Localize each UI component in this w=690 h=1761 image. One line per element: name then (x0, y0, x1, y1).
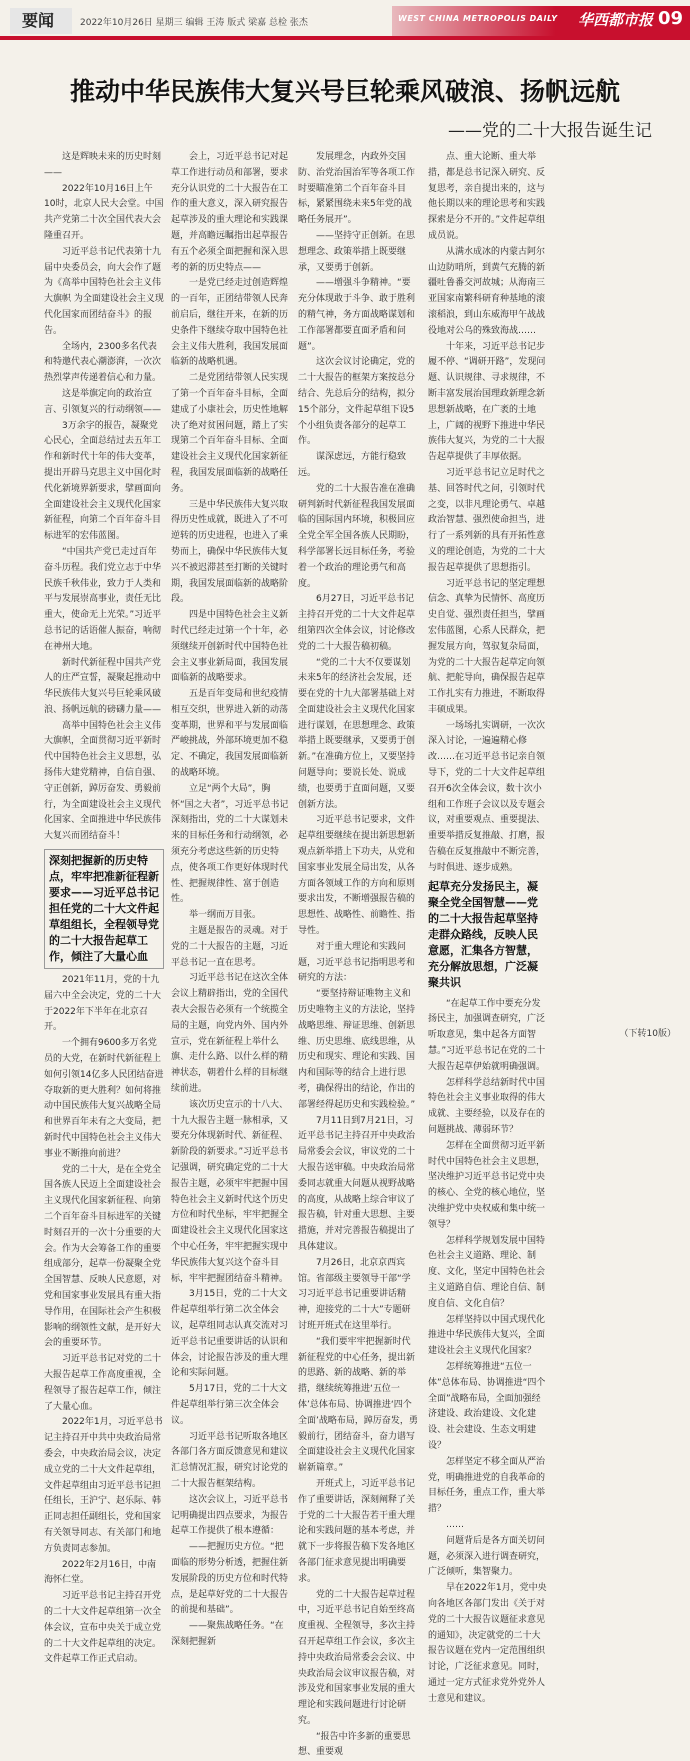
article-subhead: ——党的二十大报告诞生记 (448, 121, 652, 141)
paragraph: 怎样坚持以中国式现代化推进中华民族伟大复兴，全面建设社会主义现代化国家？ (428, 1314, 546, 1357)
paragraph: 从满水成冰的内蒙古阿尔山边防哨所，到黄气充腾的新疆吐鲁番交河故城；从海南三亚国家南繁科研育种基地的滚滚稻浪，到山东威海甲午战战役地对公乌的殊致海战…… (428, 246, 546, 336)
paragraph: 一是党已经走过创造辉煌的一百年，正团结带领人民奔前启后，继往开来，在新的历史条件下继续夺取中国特色社会主义伟大胜利，我国发展面临新的战略机遇。 (171, 278, 289, 368)
paragraph: “报告中许多新的重要思想、重要观 (298, 1731, 411, 1758)
paragraph: 十年来，习近平总书记步履不停、“调研开路”，发现问题、认识规律、寻求规律，不断丰富发展治国理政新理念新思想新战略，在广袤的土地上，广阔的视野下推进中华民族伟大复兴，为党的二十大报告起草提供了丰厚依据。 (428, 341, 546, 463)
paragraph: 3万余字的报告，凝聚党心民心，全面总结过去五年工作和新时代十年的伟大变革，提出开辟马克思主义中国化时代化新境界新要求，擘画面向全面建设社会主义现代化国家新征程，向第二个百年奋斗目标进军的宏伟蓝图。 (44, 420, 162, 542)
paragraph: 7月11日到7月21日，习近平总书记主持召开中央政治局常委会会议，审议党的二十大报告送审稿。中央政治局常委同志就重大问题从视野战略的高度，从战略上综合审议了报告稿，针对重大思想、主要措施，并对完善报告稿提出了具体建议。 (298, 1115, 416, 1252)
paragraph: 2022年2月16日，中南海怀仁堂。 (44, 1559, 157, 1586)
section-label: 要闻 (22, 11, 55, 30)
paragraph: ——坚持守正创新。在思想理念、政策举措上既要继承，又要勇于创新。 (298, 230, 416, 273)
paragraph: “在起草工作中要充分发扬民主，加强调查研究，广泛听取意见，集中起各方面智慧。”习近平总书记在党的二十大报告起草伊始就明确强调。 (428, 998, 546, 1072)
paragraph: 四是中国特色社会主义新时代已经走过第一个十年，必须继续开创新时代中国特色社会主义事业新局面，我国发展面临新的战略要求。 (171, 610, 289, 684)
paragraph: 习近平总书记主持召开党的二十大文件起草组第一次全体会议，宣布中央关于成立党的二十大文件起草组的决定。文件起草工作正式启动。 (44, 1591, 162, 1665)
section-heading: 起草充分发扬民主，凝聚全党全国智慧——党的二十大报告起草坚持走群众路线，反映人民意愿，汇集各方智慧，充分解放思想，广泛凝聚共识 (428, 879, 538, 989)
paragraph: ——增强斗争精神。“要充分体现敢于斗争、敢于胜利的精气神，务方面战略谋划和工作部署都要直面矛盾和问题”。 (298, 278, 416, 352)
paragraph: 谋深虑远，方能行稳致远。 (298, 452, 407, 478)
paragraph: 5月17日，党的二十大文件起草组举行第三次全体会议。 (171, 1384, 288, 1426)
paragraph: 6月27日，习近平总书记主持召开党的二十大文件起草组第四次全体会议，讨论修改党的二十大报告稿初稿。 (298, 594, 416, 652)
paragraph: 怎样科学规划发展中国特色社会主义道路、理论、制度、文化，坚定中国特色社会主义道路自信、理论自信、制度自信、文化自信？ (428, 1235, 546, 1309)
paragraph: 立足“两个大局”，胸怀“国之大者”，习近平总书记深刻指出，党的二十大谋划未来的目标任务和行动纲领，必须充分考虑这些新的历史特点，使各项工作更好体现时代性、把握规律性、富于创造性。 (171, 783, 289, 905)
paragraph: 举一纲而万目张。 (189, 910, 262, 921)
paragraph: 点、重大论断、重大举措，都是总书记深入研究、反复思考，亲自提出来的，这与他长期以来的理论思考和实践探索是分不开的。”文件起草组成员说。 (428, 152, 546, 241)
paragraph: 3月15日，党的二十大文件起草组举行第二次全体会议，起草组同志认真交流对习近平总书记重要讲话的认识和体会，讨论报告涉及的重大理论和实际问题。 (171, 1289, 289, 1379)
article-column-4 (428, 150, 548, 1704)
paragraph: 这次会议讨论确定，党的二十大报告的框架方案按总分结合、先总后分的结构，拟分15个部分，文件起草组下设5个小组负责各部分的起草工作。 (298, 357, 416, 447)
paragraph: 新时代新征程中国共产党人的庄严宣誓，凝聚起推动中华民族伟大复兴号巨轮乘风破浪、扬帆远航的磅礴力量—— (44, 657, 162, 715)
page-number: 09 (658, 8, 684, 29)
paragraph: 党的二十大报告起草过程中，习近平总书记自始至终高度重视、全程领导，多次主持召开起草组工作会议，多次主持中央政治局常委会会议、中央政治局会议审议报告稿，对涉及党和国家事业发展的重大理论和实践问题进行讨论研究。 (298, 1589, 416, 1726)
paragraph: 习近平总书记的坚定理想信念、真挚为民情怀、高度历史自觉、强烈责任担当，擘画宏伟蓝图，心系人民群众，把握发展方向，驾驭复杂局面，为党的二十大报告起草定向领航、把舵导向，确保报告起草工作扎实有力推进，不断取得丰硕成果。 (428, 578, 546, 715)
paragraph: “党的二十大不仅要谋划未来5年的经济社会发展，还要在党的十九大部署基础上对全面建设社会主义现代化国家进行谋划，在思想理念、政策举措上既要继承，又要勇于创新。”在准确方位上，又要坚持问题导向；要说长处、说成绩，也要勇于直面问题，又要创新方法。 (298, 657, 416, 810)
paragraph: …… (446, 1519, 464, 1530)
paragraph: 这是举旗定向的政治宣言、引领复兴的行动纲领—— (44, 388, 162, 415)
paragraph: 该次历史宣示的十八大、十九大报告主题一脉相承，又要充分体现新时代、新征程、新阶段的新要求。”习近平总书记强调，研究确定党的二十大报告主题，必须牢牢把握中国特色社会主义新时代这个历史方位和时代坐标，牢牢把握全面建设社会主义现代化国家这个中心任务，牢牢把握实现中华民族伟大复兴这个奋斗目标，牢牢把握团结奋斗精神。 (171, 1099, 289, 1284)
issue-meta: 2022年10月26日 星期三 编辑 王涛 版式 梁嘉 总检 张杰 (80, 18, 308, 28)
paragraph: 发展理念，内政外交国防、治党治国治军等各项工作时要瞄准第二个百年奋斗目标，紧紧围绕未来5年党的战略任务展开”。 (298, 152, 416, 226)
paragraph: 2022年1月，习近平总书记主持召开中共中央政治局常委会，中央政治局会议，决定成立党的二十大文件起草组，文件起草组由习近平总书记担任组长，王沪宁、赵乐际、韩正同志担任副组长，党和国家有关领导同志、有关部门和地方负责同志参加。 (44, 1417, 163, 1554)
paragraph: 早在2022年1月，党中央向各地区各部门发出《关于对党的二十大报告议题征求意见的通知》，决定就党的二十大报告议题在党内一定范围组织讨论，广泛征求意见。同时，通过一定方式征求党外党外人士意见和建议。 (428, 1583, 547, 1704)
paragraph: 问题背后是各方面关切问题，必须深入进行调查研究，广泛倾听，集智聚力。 (428, 1535, 546, 1578)
paragraph: 开班式上，习近平总书记作了重要讲话，深刻阐释了关于党的二十大报告若干重大理论和实践问题的基本考虑，并就下一步将报告稿下发各地区各部门征求意见提出明确要求。 (298, 1478, 416, 1584)
paragraph: 习近平总书记对党的二十大报告起草工作高度重视，全程领导了报告起草工作，倾注了大量心血。 (44, 1354, 162, 1412)
paragraph: 全场内，2300多名代表和特邀代表心潮澎湃，一次次热烈掌声传递着信心和力量。 (44, 341, 162, 384)
paragraph: 一场场扎实调研，一次次深入讨论，一遍遍精心修改……在习近平总书记亲自领导下，党的二十大文件起草组召开6次全体会议，数十次小组和工作班子会议以及专题会议，对重要观点、重要提法、重要举措反复推敲、打磨，报告稿在反复推敲中不断完善，与时俱进、逐步成熟。 (428, 720, 546, 873)
paragraph: 习近平总书记要求，文件起草组要继续在提出新思想新观点新举措上下功夫，从党和国家事业发展全局出发，从各方面各领域工作的方向和原则要求出发，不断增强报告稿的思想性、战略性、前瞻性、指导性。 (298, 815, 416, 937)
paragraph: 党的二十大报告准在准确研判新时代新征程我国发展面临的国际国内环境，积极回应全党全军全国各族人民期盼，科学部署长远目标任务，考验着一个政治的理论勇气和高度。 (298, 483, 416, 589)
paragraph: 高举中国特色社会主义伟大旗帜，全面贯彻习近平新时代中国特色社会主义思想，弘扬伟大建党精神，自信自强、守正创新，踔厉奋发、勇毅前行，为全面建设社会主义现代化国家、全面推进中华民族伟大复兴而团结奋斗！ (44, 720, 162, 842)
paragraph: 习近平总书记听取各地区各部门各方面反馈意见和建议汇总情况汇报，研究讨论党的二十大报告框架结构。 (171, 1431, 289, 1489)
paragraph: “中国共产党已走过百年奋斗历程。我们党立志于中华民族千秋伟业，致力于人类和平与发展崇高事业，责任无比重大，使命无上光荣。”习近平总书记的话语催人振奋，响彻在神州大地。 (44, 546, 162, 652)
masthead (0, 0, 690, 40)
paragraph: 这次会议上，习近平总书记明确提出四点要求，为报告起草工作提供了根本遵循： (171, 1494, 289, 1537)
paragraph: 2022年10月16日上午10时，北京人民大会堂。中国共产党第二十次全国代表大会隆重召开。 (44, 183, 164, 241)
paragraph: 三是中华民族伟大复兴取得历史性成就，既进入了不可逆转的历史进程，也进入了乘势而上，确保中华民族伟大复兴不被迟滞甚至打断的关键时期，我国发展面临新的战略阶段。 (171, 499, 289, 605)
paragraph: 怎样坚定不移全面从严治党，明确推进党的自我革命的目标任务，重点工作，重大举措？ (428, 1456, 546, 1515)
article-column-3 (298, 150, 418, 1758)
paragraph: 7月26日，北京京西宾馆。省部级主要领导干部“学习习近平总书记重要讲话精神，迎接党的二十大”专题研讨班开班式在这里举行。 (298, 1257, 411, 1331)
paragraph: 2021年11月，党的十九届六中全会决定，党的二十大于2022年下半年在北京召开。 (44, 975, 162, 1033)
paragraph: “要坚持辩证唯物主义和历史唯物主义的方法论，坚持战略思维、辩证思维、创新思维、历史思维、底线思维，从历史和现实、理论和实践、国内和国际等的结合上进行思考，确保得出的结论，作出的部署经得起历史和实践检验。” (298, 989, 416, 1110)
paragraph: 对于重大理论和实践问题，习近平总书记指明思考和研究的方法： (298, 941, 416, 984)
paragraph: 五是百年变局和世纪疫情相互交织，世界进入新的动荡变革期，世界和平与发展面临严峻挑战，外部环境更加不稳定、不确定，我国发展面临新的战略环境。 (171, 689, 289, 779)
newspaper-logo: 华西都市报 (578, 11, 654, 29)
paragraph: 主题是报告的灵魂。对于党的二十大报告的主题，习近平总书记一直在思考。 (171, 926, 289, 968)
paragraph: 一个拥有9600多万名党员的大党，在新时代新征程上如何引领14亿多人民团结奋进夺取新的更大胜利？如何将推动中国民族伟大复兴战略全局和世界百年未有之大变局，把新时代中国特色社会主义伟大事业不断推向前进？ (44, 1038, 164, 1159)
continued-note: （下转10版） (619, 1029, 676, 1039)
article-column-2 (171, 150, 291, 1647)
article-column-1 (44, 150, 164, 1665)
masthead-rule (0, 36, 690, 40)
paragraph: ——聚焦战略任务。“在深刻把握新 (171, 1621, 284, 1647)
paragraph: 这是辉映未来的历史时刻—— (44, 152, 162, 178)
masthead-english-title: WEST CHINA METROPOLIS DAILY (398, 14, 558, 23)
paragraph: 习近平总书记立足时代之基、回答时代之问，引领时代之变，以非凡理论勇气、卓越政治智慧、强烈使命担当，进行了一系列新的具有开拓性意义的理论创造，为党的二十大报告起草提供了思想指引。 (428, 467, 546, 573)
paragraph: “我们要牢牢把握新时代新征程党的中心任务，提出新的思路、新的战略、新的举措，继续统筹推进‘五位一体’总体布局、协调推进‘四个全面’战略布局，踔厉奋发，勇毅前行，团结奋斗，奋力谱写全面建设社会主义现代化国家崭新篇章。” (298, 1336, 418, 1474)
paragraph: 党的二十大，是在全党全国各族人民迈上全面建设社会主义现代化国家新征程、向第二个百年奋斗目标进军的关键时刻召开的一次十分重要的大会。作为大会筹备工作的重要组成部分，起草一份凝聚全党全国智慧、反映人民意愿，对党和国家事业发展具有重大指导作用，在国际社会产生积极影响的纲领性文献，是开好大会的重要环节。 (44, 1164, 162, 1349)
paragraph: ——把握历史方位。“把面临的形势分析透，把握住新发展阶段的历史方位和时代特点，是起草好党的二十大报告的前提和基础”。 (171, 1542, 289, 1616)
paragraph: 怎样统筹推进“五位一体”总体布局、协调推进“四个全面”战略布局，全面加强经济建设、政治建设、文化建设、社会建设、生态文明建设？ (428, 1361, 546, 1451)
section-heading-box: 深刻把握新的历史特点，牢牢把准新征程新要求——习近平总书记担任党的二十大文件起草组组长，全程领导党的二十大报告起草工作，倾注了大量心血 (44, 849, 164, 969)
article-headline: 推动中华民族伟大复兴号巨轮乘风破浪、扬帆远航 (69, 77, 620, 106)
paragraph: 怎样科学总结新时代中国特色社会主义事业取得的伟大成就、主要经验，以及存在的问题挑战、薄弱环节？ (428, 1077, 546, 1136)
paragraph: 会上，习近平总书记对起草工作进行动员和部署，要求充分认识党的二十大报告在工作的重大意义，深入研究报告起草涉及的重大理论和实践课题，并高瞻远瞩指出起草报告有五个必须全面把握和深入思考的新的历史特点—— (171, 152, 289, 273)
paragraph: 习近平总书记在这次全体会议上精辟指出，党的全国代表大会报告必须有一个统揽全局的主题，向党内外、国内外宣示，党在新征程上举什么旗、走什么路、以什么样的精神状态，朝着什么样的目标继续前进。 (171, 973, 289, 1095)
paragraph: 习近平总书记代表第十九届中央委员会，向大会作了题为《高举中国特色社会主义伟大旗帜 为全面建设社会主义现代化国家而团结奋斗》的报告。 (44, 246, 164, 336)
paragraph: 怎样在全面贯彻习近平新时代中国特色社会主义思想，坚决维护习近平总书记党中央的核心、全党的核心地位，坚决维护党中央权威和集中统一领导？ (428, 1140, 546, 1230)
section-tab (10, 8, 72, 34)
paragraph: 二是党团结带领人民实现了第一个百年奋斗目标，全面建成了小康社会，历史性地解决了绝对贫困问题，踏上了实现第二个百年奋斗目标、全面建设社会主义现代化国家新征程，我国发展面临新的战略任务。 (171, 373, 289, 494)
